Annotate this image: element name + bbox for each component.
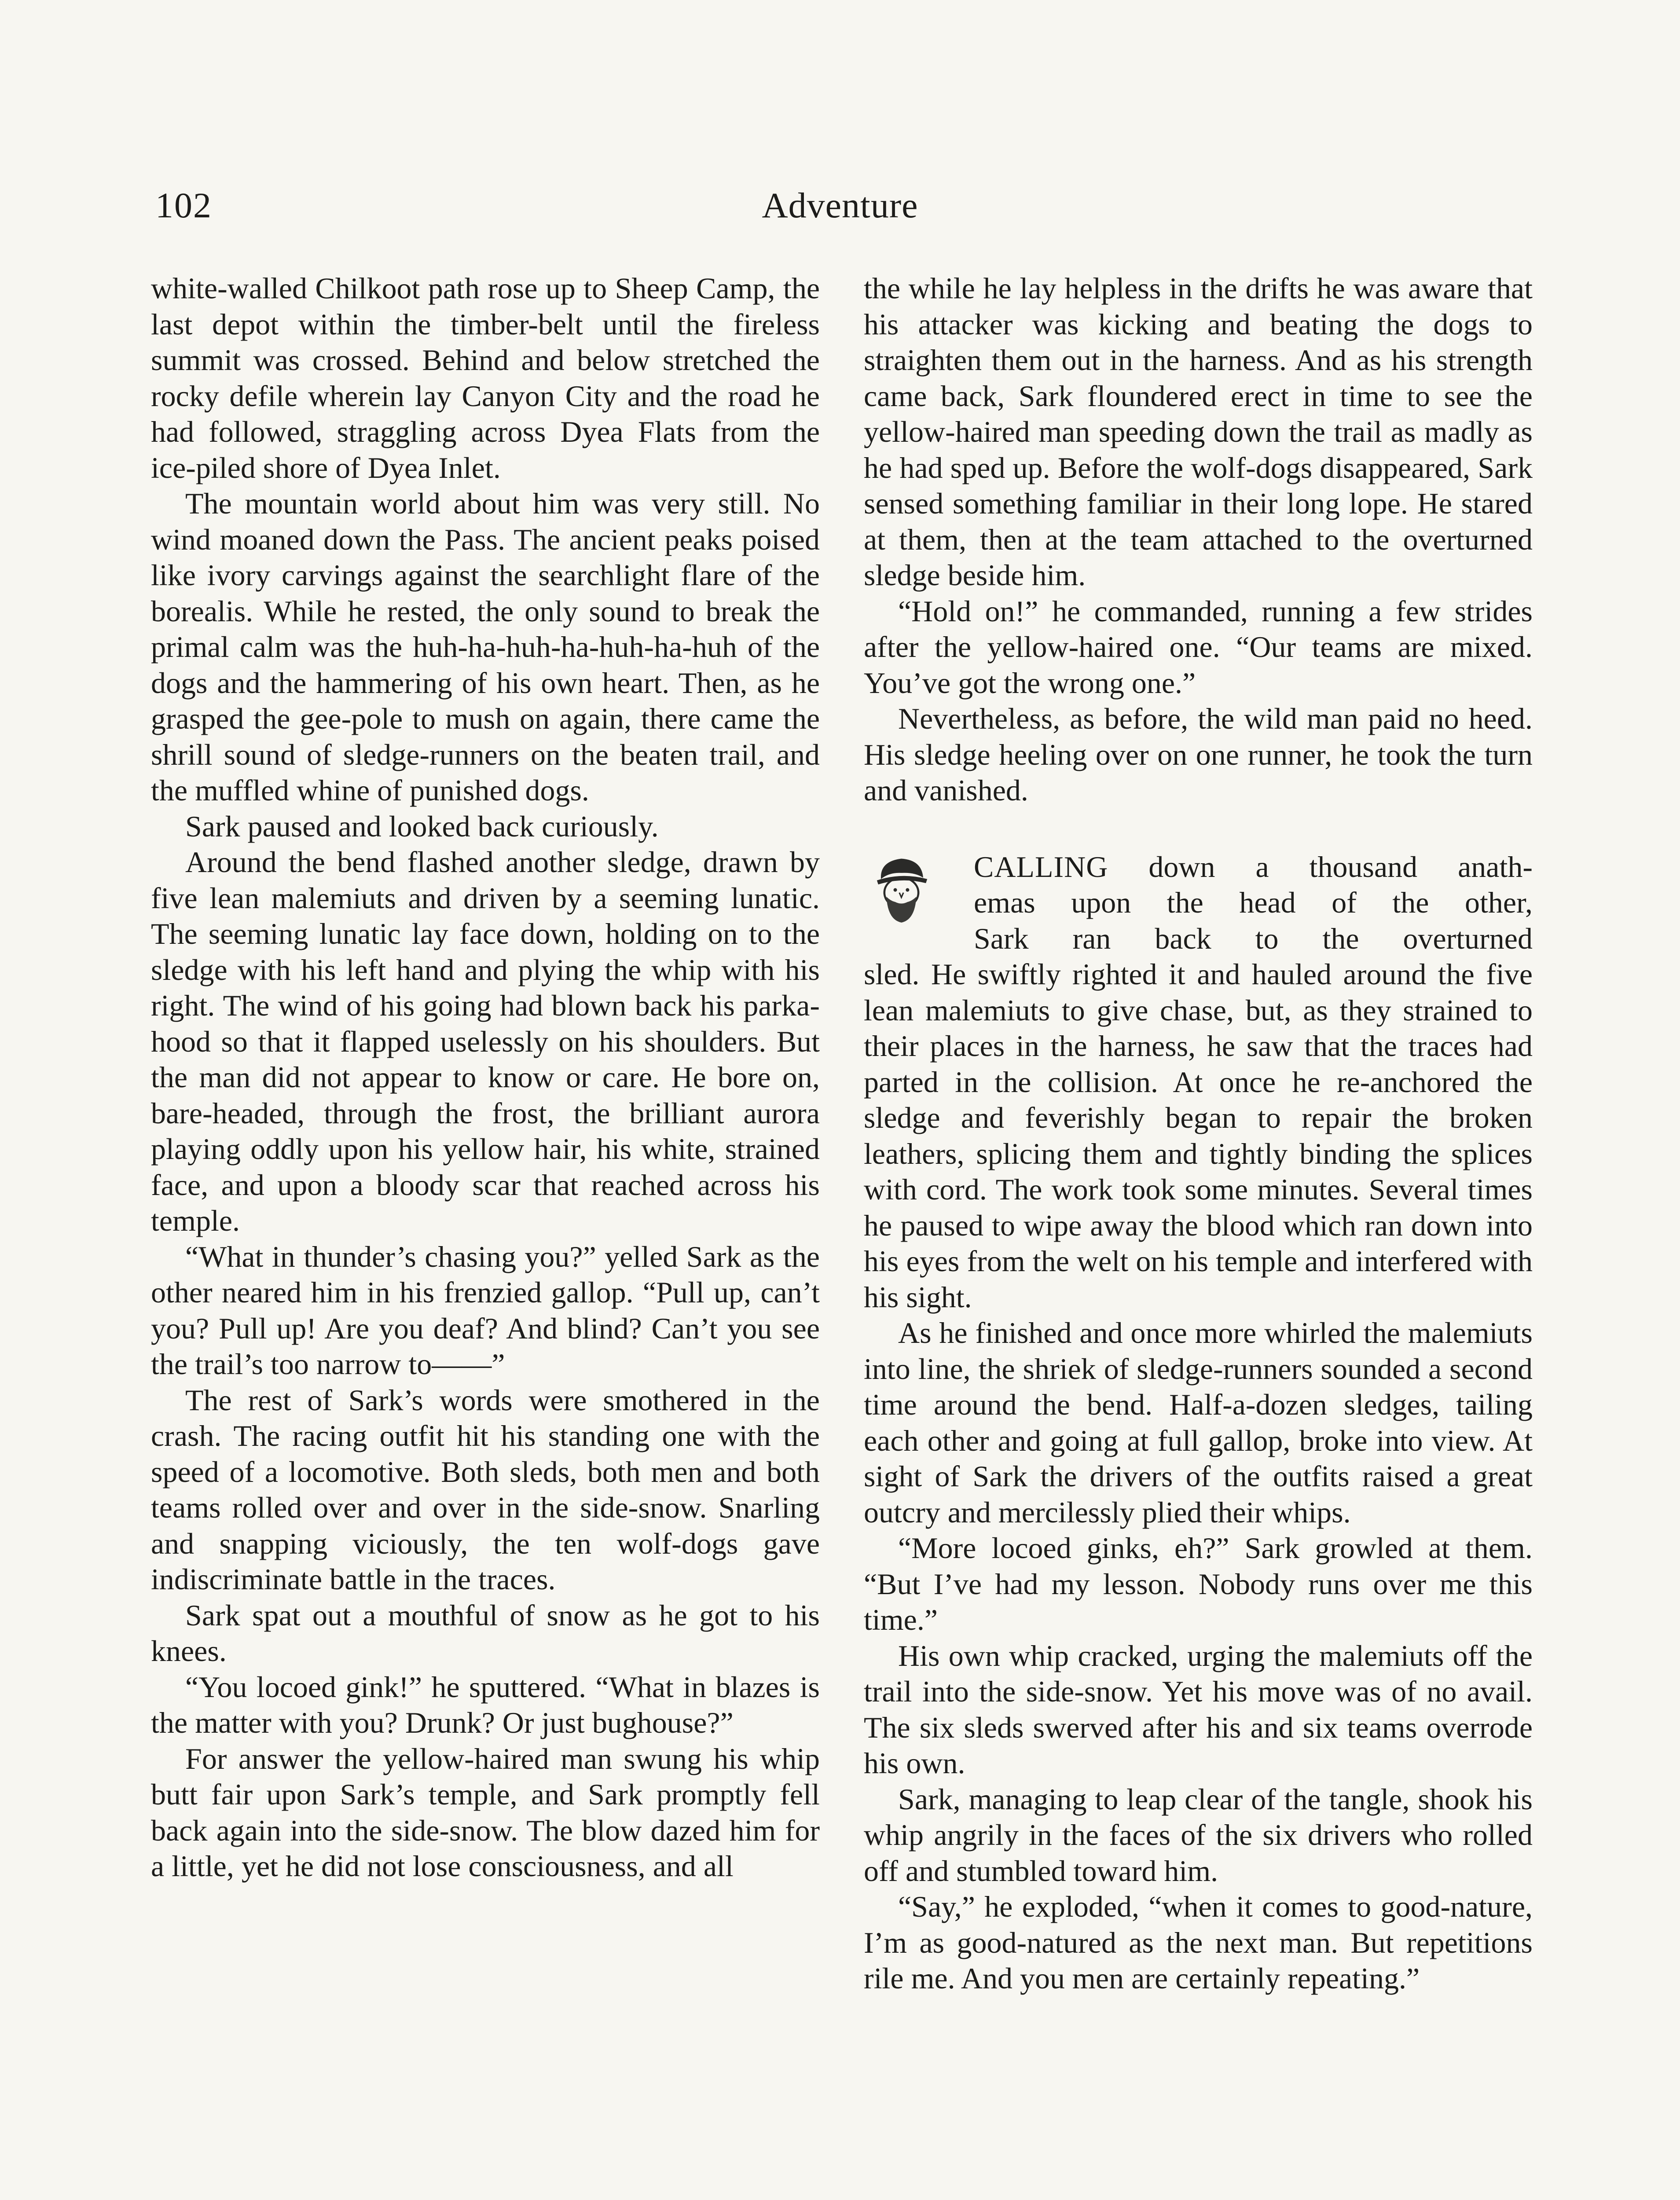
lead-rest: sled. He swiftly righted it and hauled around the five lean malemiuts to give chase, but, as they strained to their places in the harness, he saw that the traces had parted in the collision. At once he re-anchored the sledge and feverishly began to repair the broken leathers, splicing them and tightly binding the splices with cord. The work took some minutes. Several times he paused to wipe away the blood which ran down into his eyes from the welt on his temple and interfered with his sight. [864, 957, 1533, 1314]
section-lead-paragraph [864, 849, 1533, 1316]
paragraph: the while he lay helpless in the drifts he was aware that his attacker was kicking and beating the dogs to straighten them out in the harness. And as his strength came back, Sark floundered erect in time to see the yellow-haired man speeding down the trail as madly as he had sped up. Before the wolf-dogs disappeared, Sark sensed something familiar in their long lope. He stared at them, then at the team attached to the overturned sledge beside him. [864, 271, 1533, 592]
paragraph: “What in thunder’s chasing you?” yelled Sark as the other neared him in his frenzied gallop. “Pull up, can’t you? Pull up! Are you deaf? And blind? Can’t you see the trail’s too narrow to——” [151, 1239, 820, 1381]
paragraph: Nevertheless, as before, the wild man paid no heed. His sledge heeling over on one runner, he took the turn and vanished. [864, 702, 1533, 807]
right-column [864, 271, 1533, 1997]
paragraph: His own whip cracked, urging the malemiuts off the trail into the side-snow. Yet his move was of no avail. The six sleds swerved after his and six teams overrode his own. [864, 1639, 1533, 1780]
paragraph: “You locoed gink!” he sputtered. “What in blazes is the matter with you? Drunk? Or just bughouse?” [151, 1670, 820, 1739]
page-header [152, 185, 1528, 238]
paragraph: The rest of Sark’s words were smothered in the crash. The racing outfit hit his standing one with the speed of a locomotive. Both sleds, both men and both teams rolled over and over in the side-snow. Snarling and snapping viciously, the ten wolf-dogs gave indiscriminate battle in the traces. [151, 1383, 820, 1596]
lead-line-1: CALLING down a thousand anath- [974, 850, 1533, 884]
lead-smallcaps: CALLING [974, 850, 1108, 884]
miner-head-icon [867, 852, 935, 927]
paragraph: Sark spat out a mouthful of snow as he got to his knees. [151, 1598, 820, 1668]
paragraph: “Say,” he exploded, “when it comes to good-nature, I’m as good-natured as the next man. But repetitions rile me. And you men are certainly repeating.” [864, 1890, 1533, 1995]
paragraph: Sark, managing to leap clear of the tangle, shook his whip angrily in the faces of the six drivers who rolled off and stumbled toward him. [864, 1782, 1533, 1888]
running-title: Adventure [762, 185, 918, 225]
paragraph: white-walled Chilkoot path rose up to Sheep Camp, the last depot within the timber-belt until the fireless summit was crossed. Behind and below stretched the rocky defile wherein lay Canyon City and the road he had followed, straggling across Dyea Flats from the ice-piled shore of Dyea Inlet. [151, 271, 820, 484]
paragraph: Around the bend flashed another sledge, drawn by five lean malemiuts and driven by a seeming lunatic. The seeming lunatic lay face down, holding on to the sledge with his left hand and plying the whip with his right. The wind of his going had blown back his parka-hood so that it flapped uselessly on his shoulders. But the man did not appear to know or care. He bore on, bare-headed, through the frost, the brilliant aurora playing oddly upon his yellow hair, his white, strained face, and upon a bloody scar that reached across his temple. [151, 845, 820, 1237]
lead-line-3: Sark ran back to the overturned [974, 921, 1533, 955]
section-break [864, 849, 1533, 1316]
left-column [151, 271, 820, 1885]
paragraph: “More locoed ginks, eh?” Sark growled at them. “But I’ve had my lesson. Nobody runs over me this time.” [864, 1531, 1533, 1636]
paragraph: As he finished and once more whirled the malemiuts into line, the shriek of sledge-runners sounded a second time around the bend. Half-a-dozen sledges, tailing each other and going at full gallop, broke into view. At sight of Sark the drivers of the outfits raised a great outcry and mercilessly plied their whips. [864, 1316, 1533, 1529]
paragraph: “Hold on!” he commanded, running a few strides after the yellow-haired one. “Our teams are mixed. You’ve got the wrong one.” [864, 594, 1533, 700]
paragraph: For answer the yellow-haired man swung his whip butt fair upon Sark’s temple, and Sark promptly fell back again into the side-snow. The blow dazed him for a little, yet he did not lose consciousness, and all [151, 1742, 820, 1883]
paragraph: The mountain world about him was very still. No wind moaned down the Pass. The ancient peaks poised like ivory carvings against the searchlight flare of the borealis. While he rested, the only sound to break the primal calm was the huh-ha-huh-ha-huh-ha-huh of the dogs and the hammering of his own heart. Then, as he grasped the gee-pole to mush on again, there came the shrill sound of sledge-runners on the beaten trail, and the muffled whine of punished dogs. [151, 487, 820, 807]
lead-line-2: emas upon the head of the other, [974, 886, 1533, 919]
page-number: 102 [155, 185, 212, 225]
paragraph: Sark paused and looked back curiously. [185, 809, 659, 843]
